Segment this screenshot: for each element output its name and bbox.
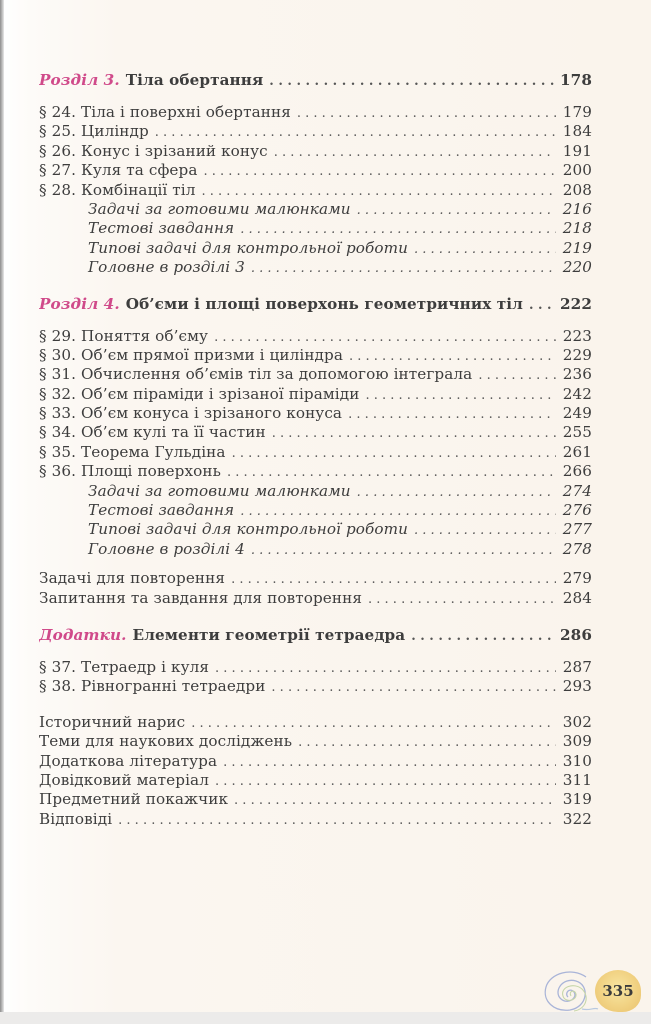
dot-leader bbox=[363, 388, 556, 403]
page-number: 191 bbox=[562, 141, 592, 160]
section-label: § 36. Площі поверхонь bbox=[39, 462, 221, 481]
chapter-heading bbox=[39, 71, 267, 89]
dot-leader bbox=[412, 523, 556, 538]
page-number: 218 bbox=[562, 219, 592, 238]
page-number: 286 bbox=[559, 625, 592, 644]
scan-bottom-margin bbox=[0, 1012, 651, 1024]
dot-leader bbox=[212, 330, 556, 345]
dot-leader bbox=[476, 368, 556, 383]
chapter-title: Тіла обертання bbox=[125, 71, 264, 89]
section-label: § 29. Поняття об’єму bbox=[39, 326, 209, 345]
toc-section[interactable] bbox=[39, 404, 592, 423]
toc-extra[interactable] bbox=[39, 258, 592, 277]
section-label: § 32. Об’єм піраміди і зрізаної піраміди bbox=[39, 384, 360, 403]
extra-label: Типові задачі для контрольної роботи bbox=[88, 238, 409, 257]
dot-leader bbox=[213, 774, 556, 789]
toc-section[interactable] bbox=[39, 122, 592, 141]
dot-leader bbox=[347, 349, 556, 364]
toc-chapter-3[interactable] bbox=[39, 71, 592, 93]
section-label: § 35. Теорема Гульдіна bbox=[39, 442, 226, 461]
page-number: 200 bbox=[562, 161, 592, 180]
section-label: § 24. Тіла і поверхні обертання bbox=[39, 103, 291, 121]
page-number: 293 bbox=[562, 677, 592, 696]
item-label: Теми для наукових досліджень bbox=[39, 732, 293, 751]
extra-label: Тестові завдання bbox=[88, 219, 235, 238]
section-label: § 31. Обчислення об’ємів тіл за допомогою інтеграла bbox=[39, 365, 473, 384]
item-label: Довідковий матеріал bbox=[39, 770, 209, 789]
toc-extra[interactable] bbox=[39, 200, 592, 219]
dot-leader bbox=[225, 465, 556, 480]
toc-extra[interactable] bbox=[39, 501, 592, 520]
page-number: 284 bbox=[562, 588, 592, 607]
section-label: § 34. Об’єм кулі та її частин bbox=[39, 423, 266, 442]
appendix-heading bbox=[39, 626, 409, 644]
toc-section[interactable] bbox=[39, 443, 592, 462]
page-number: 178 bbox=[559, 71, 592, 89]
page-number: 208 bbox=[562, 180, 592, 199]
page-number: 302 bbox=[562, 712, 592, 731]
dot-leader bbox=[200, 184, 556, 199]
page-number: 287 bbox=[562, 657, 592, 676]
dot-leader bbox=[412, 242, 556, 257]
page-number: 236 bbox=[562, 365, 592, 384]
dot-leader bbox=[153, 125, 556, 140]
page-number: 319 bbox=[562, 790, 592, 809]
page-number: 179 bbox=[562, 103, 592, 121]
dot-leader bbox=[296, 735, 556, 750]
toc-section[interactable] bbox=[39, 365, 592, 384]
page-number: 322 bbox=[562, 809, 592, 828]
page-number: 279 bbox=[562, 569, 592, 588]
dot-leader bbox=[409, 629, 554, 644]
page-number: 249 bbox=[562, 404, 592, 423]
toc-section[interactable] bbox=[39, 327, 592, 346]
page-number: 278 bbox=[562, 539, 592, 558]
section-label: § 30. Об’єм прямої призми і циліндра bbox=[39, 345, 343, 364]
chapter-title: Об’єми і площі поверхонь геометричних тіл bbox=[125, 294, 523, 313]
dot-leader bbox=[238, 504, 556, 519]
page-number: 220 bbox=[562, 258, 592, 277]
section-label: § 33. Об’єм конуса і зрізаного конуса bbox=[39, 404, 343, 423]
page-number: 229 bbox=[562, 345, 592, 364]
toc-back-matter-item[interactable] bbox=[39, 810, 592, 829]
section-label: § 25. Циліндр bbox=[39, 122, 149, 141]
extra-label: Задачі за готовими малюнками bbox=[88, 481, 351, 500]
page-number: 184 bbox=[562, 122, 592, 141]
toc-extra[interactable] bbox=[39, 520, 592, 539]
chapter-tag: Розділ 4. bbox=[39, 294, 120, 313]
dot-leader bbox=[249, 261, 556, 276]
page-number: 309 bbox=[562, 732, 592, 751]
dot-leader bbox=[202, 164, 557, 179]
extra-label: Задачі за готовими малюнками bbox=[88, 199, 351, 218]
item-label: Додаткова література bbox=[39, 751, 218, 770]
page-number: 266 bbox=[562, 462, 592, 481]
item-label: Історичний нарис bbox=[39, 712, 186, 731]
toc-extra[interactable] bbox=[39, 239, 592, 258]
toc-section[interactable] bbox=[39, 142, 592, 161]
extra-label: Типові задачі для контрольної роботи bbox=[88, 520, 409, 539]
appendix-title: Елементи геометрії тетраедра bbox=[132, 625, 406, 644]
toc-extra[interactable] bbox=[39, 219, 592, 238]
extra-label: Головне в розділі 3 bbox=[88, 258, 245, 277]
table-of-contents bbox=[39, 71, 592, 829]
appendix-tag: Додатки. bbox=[39, 625, 127, 644]
toc-section[interactable] bbox=[39, 462, 592, 481]
dot-leader bbox=[116, 813, 556, 828]
dot-leader bbox=[346, 407, 556, 422]
dot-leader bbox=[269, 680, 556, 695]
dot-leader bbox=[270, 426, 556, 441]
page-number: 310 bbox=[562, 751, 592, 770]
dot-leader bbox=[229, 572, 556, 587]
chapter-tag: Розділ 3. bbox=[39, 71, 120, 89]
toc-section[interactable] bbox=[39, 346, 592, 365]
toc-section[interactable] bbox=[39, 161, 592, 180]
item-label: Предметний покажчик bbox=[39, 790, 229, 809]
toc-appendix[interactable] bbox=[39, 626, 592, 648]
page-number: 277 bbox=[562, 520, 592, 539]
dot-leader bbox=[366, 592, 556, 607]
page-number: 242 bbox=[562, 384, 592, 403]
item-label: Запитання та завдання для повторення bbox=[39, 588, 363, 607]
toc-section[interactable] bbox=[39, 181, 592, 200]
page-number: 223 bbox=[562, 326, 592, 345]
page-number-badge: 335 bbox=[595, 970, 641, 1012]
toc-extra[interactable] bbox=[39, 540, 592, 559]
dot-leader bbox=[355, 203, 556, 218]
page-number: 311 bbox=[562, 770, 592, 789]
page-number: 255 bbox=[562, 423, 592, 442]
toc-section[interactable] bbox=[39, 423, 592, 442]
toc-chapter-4[interactable] bbox=[39, 295, 592, 317]
section-label: § 38. Рівногранні тетраедри bbox=[39, 677, 266, 696]
dot-leader bbox=[238, 222, 556, 237]
dot-leader bbox=[272, 145, 556, 160]
toc-back-matter-item[interactable] bbox=[39, 713, 592, 732]
section-label: § 28. Комбінації тіл bbox=[39, 180, 196, 199]
toc-section[interactable] bbox=[39, 103, 592, 122]
page-number: 216 bbox=[562, 199, 592, 218]
item-label: Задачі для повторення bbox=[39, 569, 226, 588]
toc-back-matter-item[interactable] bbox=[39, 732, 592, 751]
dot-leader bbox=[221, 755, 556, 770]
toc-back-matter-item[interactable] bbox=[39, 771, 592, 790]
dot-leader bbox=[232, 793, 556, 808]
toc-section[interactable] bbox=[39, 677, 592, 696]
toc-extra[interactable] bbox=[39, 482, 592, 501]
toc-section[interactable] bbox=[39, 658, 592, 677]
toc-back-matter-item[interactable] bbox=[39, 752, 592, 771]
dot-leader bbox=[355, 485, 556, 500]
dot-leader bbox=[230, 446, 556, 461]
page-number: 261 bbox=[562, 442, 592, 461]
toc-back-matter-item[interactable] bbox=[39, 790, 592, 809]
section-label: § 27. Куля та сфера bbox=[39, 161, 198, 180]
page-binding-edge bbox=[0, 0, 4, 1012]
toc-section[interactable] bbox=[39, 385, 592, 404]
page-number: 274 bbox=[562, 481, 592, 500]
page-number: 276 bbox=[562, 501, 592, 520]
page-number: 222 bbox=[559, 294, 592, 313]
toc-review-item[interactable] bbox=[39, 589, 592, 608]
section-label: § 26. Конус і зрізаний конус bbox=[39, 141, 268, 160]
extra-label: Головне в розділі 4 bbox=[88, 539, 245, 558]
dot-leader bbox=[249, 543, 556, 558]
page-number: 219 bbox=[562, 238, 592, 257]
dot-leader bbox=[189, 716, 556, 731]
dot-leader bbox=[267, 74, 554, 89]
item-label: Відповіді bbox=[39, 809, 113, 828]
toc-review-item[interactable] bbox=[39, 569, 592, 588]
dot-leader bbox=[213, 661, 556, 676]
page-number-badge-area bbox=[538, 965, 648, 1015]
extra-label: Тестові завдання bbox=[88, 501, 235, 520]
chapter-heading bbox=[39, 295, 527, 313]
section-label: § 37. Тетраедр і куля bbox=[39, 657, 210, 676]
dot-leader bbox=[295, 106, 556, 121]
dot-leader bbox=[527, 298, 554, 313]
